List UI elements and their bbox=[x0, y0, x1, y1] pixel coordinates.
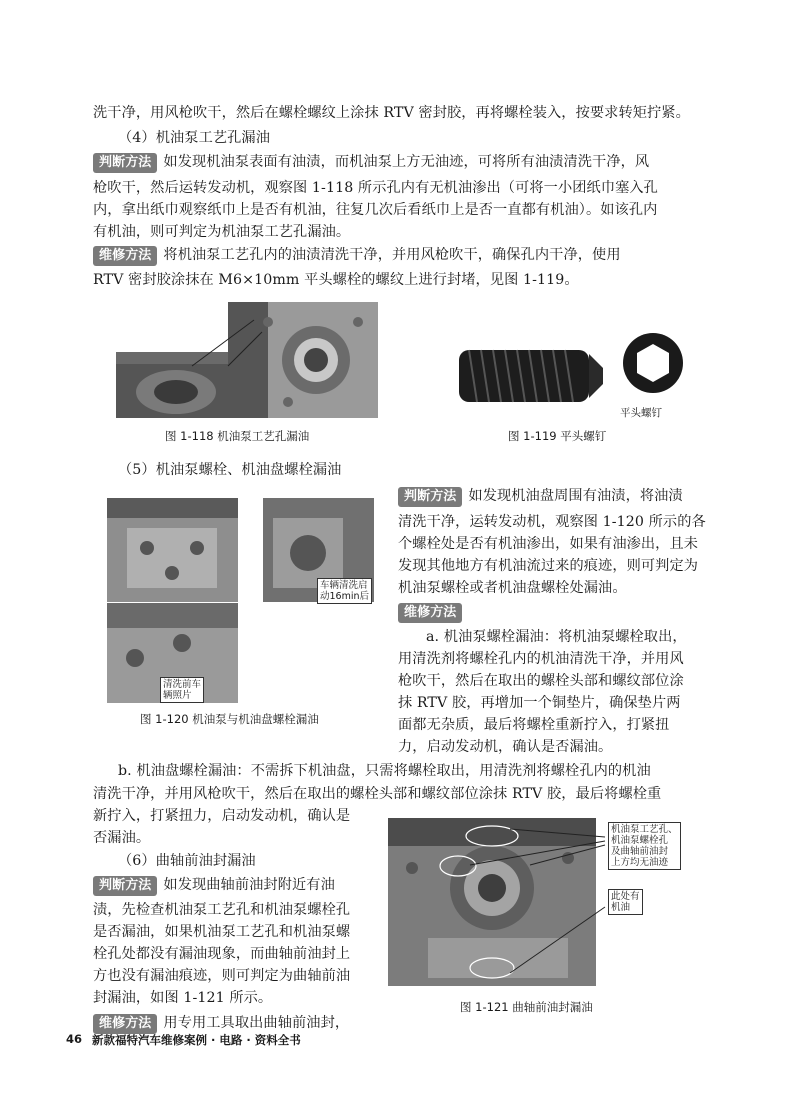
hex-socket-end-view bbox=[620, 330, 686, 396]
repair-method-tag: 维修方法 bbox=[93, 246, 157, 266]
para-line: 渍，先检查机油泵工艺孔和机油泵螺栓孔 bbox=[93, 902, 351, 918]
para-line: 清洗干净，并用风枪吹干，然后在取出的螺栓头部和螺纹部位涂抹 RTV 胶，最后将螺栓重 bbox=[93, 786, 662, 802]
label-line: 机油泵工艺孔、 bbox=[611, 824, 678, 835]
section-heading-4: （4）机油泵工艺孔漏油 bbox=[118, 130, 271, 146]
label-line: 清洗前车 bbox=[163, 679, 202, 690]
label-line: 机油 bbox=[611, 902, 631, 913]
figure-121-pointer-lines bbox=[430, 825, 610, 1000]
label-line: 车辆清洗启 bbox=[320, 580, 368, 591]
para-line: 枪吹干，然后在取出的螺栓头部和螺纹部位涂 bbox=[398, 673, 684, 689]
label-line: 辆照片 bbox=[163, 690, 192, 701]
page-number: 46 bbox=[66, 1032, 83, 1046]
para-line: 封漏油，如图 1-121 所示。 bbox=[93, 990, 273, 1006]
para-line: 是否漏油，如果机油泵工艺孔和机油泵螺 bbox=[93, 924, 351, 940]
para-line: 抹 RTV 胶，再增加一个铜垫片，确保垫片两 bbox=[398, 695, 681, 711]
para-line: 栓孔处都没有漏油现象，而曲轴前油封上 bbox=[93, 946, 351, 962]
para-line: 洗干净，用风枪吹干，然后在螺栓螺纹上涂抹 RTV 密封胶，再将螺栓装入，按要求转矩拧紧。 bbox=[93, 105, 690, 121]
set-screw-image bbox=[455, 338, 605, 414]
figure-120-caption: 图 1-120 机油泵与机油盘螺栓漏油 bbox=[140, 712, 319, 726]
repair-method-tag: 维修方法 bbox=[398, 603, 462, 623]
para-line: 枪吹干，然后运转发动机，观察图 1-118 所示孔内有无机油渗出（可将一小团纸巾塞入孔 bbox=[93, 180, 658, 196]
judge-method-tag: 判断方法 bbox=[398, 487, 462, 507]
para-text: 用专用工具取出曲轴前油封， bbox=[163, 1015, 350, 1031]
para-line: RTV 密封胶涂抹在 M6×10mm 平头螺栓的螺纹上进行封堵，见图 1-119。 bbox=[93, 272, 579, 288]
figure-121-label-no-oil bbox=[608, 822, 681, 870]
figure-119-label: 平头螺钉 bbox=[620, 407, 662, 419]
judge-method-tag: 判断方法 bbox=[93, 876, 157, 896]
para-line: 用清洗剂将螺栓孔内的机油清洗干净，并用风 bbox=[398, 651, 684, 667]
para-line: 方也没有漏油痕迹，则可判定为曲轴前油 bbox=[93, 968, 351, 984]
label-line: 机油泵螺栓孔 bbox=[611, 835, 669, 846]
label-line: 动16min后 bbox=[320, 591, 370, 602]
repair-paragraph-6 bbox=[93, 1014, 349, 1034]
repair-heading-5 bbox=[398, 603, 468, 623]
para-text: 将机油泵工艺孔内的油渍清洗干净，并用风枪吹干，确保孔内干净，使用 bbox=[163, 247, 621, 263]
figure-120-label-after bbox=[317, 578, 372, 604]
section-heading-5: （5）机油泵螺栓、机油盘螺栓漏油 bbox=[118, 462, 342, 478]
para-line: 个螺栓处是否有机油渗出，如果有油渗出，且未 bbox=[398, 536, 699, 552]
judge-paragraph-6 bbox=[93, 876, 335, 896]
figure-118-pointer-lines bbox=[190, 300, 290, 370]
figure-120-label-before bbox=[160, 677, 204, 703]
label-line: 上方均无油迹 bbox=[611, 857, 669, 868]
para-line: a. 机油泵螺栓漏油：将机油泵螺栓取出， bbox=[426, 629, 687, 645]
para-line: 内，拿出纸巾观察纸巾上是否有机油，往复几次后看纸巾上是否一直都有机油）。如该孔内 bbox=[93, 202, 658, 218]
figure-118-caption: 图 1-118 机油泵工艺孔漏油 bbox=[165, 429, 310, 443]
oil-pan-photo bbox=[107, 498, 238, 602]
para-text: 如发现曲轴前油封附近有油 bbox=[163, 877, 335, 893]
repair-paragraph-4 bbox=[93, 246, 621, 266]
figure-120-photo-top-left bbox=[107, 498, 238, 602]
para-line: 有机油，则可判定为机油泵工艺孔漏油。 bbox=[93, 224, 351, 240]
section-heading-6: （6）曲轴前油封漏油 bbox=[118, 853, 256, 869]
para-line: 力，启动发动机，确认是否漏油。 bbox=[398, 739, 613, 755]
para-line: 清洗干净，运转发动机，观察图 1-120 所示的各 bbox=[398, 514, 706, 530]
para-line: 新拧入，打紧扭力，启动发动机，确认是 bbox=[93, 808, 351, 824]
figure-119-caption: 图 1-119 平头螺钉 bbox=[508, 429, 607, 443]
para-text: 如发现机油泵表面有油渍，而机油泵上方无油迹，可将所有油渍清洗干净，风 bbox=[163, 154, 650, 170]
judge-method-tag: 判断方法 bbox=[93, 153, 157, 173]
figure-121-label-oil-here bbox=[608, 889, 643, 915]
book-title: 新款福特汽车维修案例 · 电路 · 资料全书 bbox=[92, 1033, 301, 1047]
para-text: 如发现机油盘周围有油渍，将油渍 bbox=[468, 488, 683, 504]
para-line: 面都无杂质，最后将螺栓重新拧入，打紧扭 bbox=[398, 717, 670, 733]
para-line: 机油泵螺栓或者机油盘螺栓处漏油。 bbox=[398, 580, 627, 596]
judge-paragraph-5 bbox=[398, 487, 683, 507]
figure-121-caption: 图 1-121 曲轴前油封漏油 bbox=[460, 1000, 593, 1014]
para-line: 否漏油。 bbox=[93, 830, 151, 846]
label-line: 及曲轴前油封 bbox=[611, 846, 669, 857]
para-line: 发现其他地方有机油流过来的痕迹，则可判定为 bbox=[398, 558, 699, 574]
repair-method-tag: 维修方法 bbox=[93, 1014, 157, 1034]
para-line: b. 机油盘螺栓漏油：不需拆下机油盘，只需将螺栓取出，用清洗剂将螺栓孔内的机油 bbox=[118, 763, 651, 779]
label-line: 此处有 bbox=[611, 891, 640, 902]
judge-paragraph-4 bbox=[93, 153, 649, 173]
